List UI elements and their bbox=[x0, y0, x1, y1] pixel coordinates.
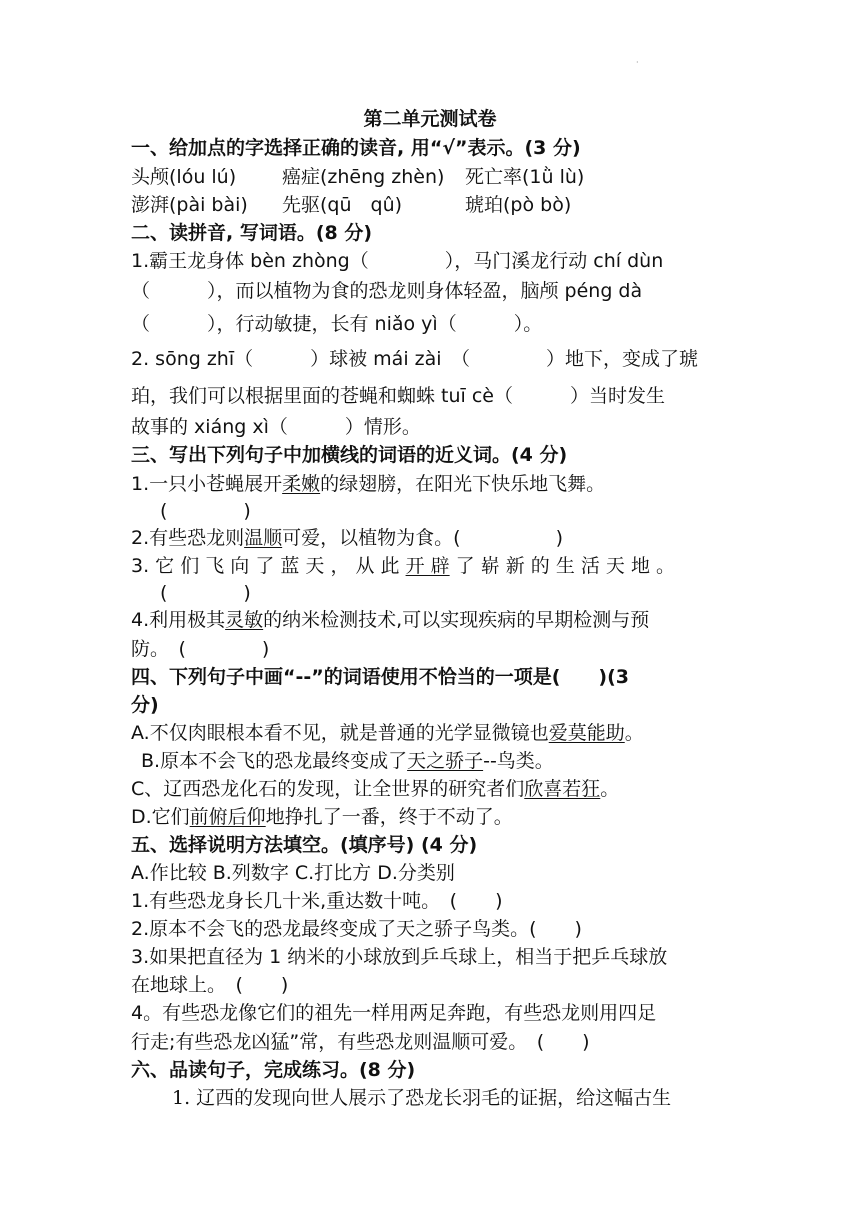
s3-q3-pre: 3. 它 们 飞 向 了 蓝 天 ， 从 此 bbox=[131, 555, 406, 577]
section5-heading: 五、选择说明方法填空。(填序号) (4 分) bbox=[131, 834, 478, 856]
s3-q4-post: 的纳米检测技术,可以实现疾病的早期检测与预 bbox=[263, 609, 650, 631]
section2-heading: 二、读拼音, 写词语。(8 分) bbox=[131, 222, 373, 244]
s4-b-underlined: 天之骄子 bbox=[407, 750, 484, 772]
s3-q3-blank: ( ) bbox=[160, 582, 251, 604]
s2-line: 1.霸王龙身体 bèn zhòng（ ），马门溪龙行动 chí dùn bbox=[131, 250, 664, 272]
s5-line: 3.如果把直径为 1 纳米的小球放到乒乓球上，相当于把乒乓球放 bbox=[131, 946, 668, 968]
s3-q1-underlined: 柔嫩 bbox=[282, 473, 321, 495]
s4-b-post: --鸟类。 bbox=[483, 750, 554, 772]
s1-row1-item: 癌症(zhēng zhèn) bbox=[282, 166, 445, 188]
s1-row2-item: 澎湃(pài bài) bbox=[131, 194, 248, 216]
s4-d-underlined: 前俯后仰 bbox=[189, 806, 266, 828]
section6-heading: 六、品读句子，完成练习。(8 分) bbox=[131, 1059, 416, 1081]
page-title: 第二单元测试卷 bbox=[363, 108, 497, 130]
s4-option-b bbox=[141, 748, 554, 774]
s4-b-pre: B.原本不会飞的恐龙最终变成了 bbox=[141, 750, 408, 772]
s3-q4-cont: 防。 ( ) bbox=[131, 638, 270, 660]
s4-d-pre: D.它们 bbox=[131, 806, 190, 828]
s4-c-pre: C、辽西恐龙化石的发现，让全世界的研究者们 bbox=[131, 778, 525, 800]
s3-q1 bbox=[131, 471, 605, 497]
s3-q1-post: 的绿翅膀，在阳光下快乐地飞舞。 bbox=[320, 473, 606, 495]
s6-line: 1. 辽西的发现向世人展示了恐龙长羽毛的证据，给这幅古生 bbox=[172, 1087, 672, 1109]
s4-option-a bbox=[131, 720, 644, 746]
s4-option-c bbox=[131, 776, 619, 802]
s5-options: A.作比较 B.列数字 C.打比方 D.分类别 bbox=[131, 862, 455, 884]
s3-q1-blank: ( ) bbox=[160, 500, 251, 522]
s3-q3 bbox=[131, 553, 675, 579]
s4-a-underlined: 爱莫能助 bbox=[548, 722, 625, 744]
s1-row2-item: 先驱(qū qû) bbox=[282, 194, 403, 216]
s3-q2 bbox=[131, 525, 563, 551]
s1-row1-item: 死亡率(1ǜ lù) bbox=[465, 166, 585, 188]
corner-mark: · bbox=[636, 58, 639, 67]
section3-heading: 三、写出下列句子中加横线的词语的近义词。(4 分) bbox=[131, 444, 568, 466]
s4-a-post: 。 bbox=[624, 722, 644, 744]
s5-line: 2.原本不会飞的恐龙最终变成了天之骄子鸟类。( ) bbox=[131, 918, 582, 940]
s3-q4-pre: 4.利用极其 bbox=[131, 609, 226, 631]
s3-q1-pre: 1.一只小苍蝇展开 bbox=[131, 473, 283, 495]
s3-q4 bbox=[131, 607, 649, 633]
section4-heading: 四、下列句子中画“--”的词语使用不恰当的一项是( )(3 bbox=[131, 666, 630, 688]
s3-q4-underlined: 灵敏 bbox=[225, 609, 264, 631]
s4-a-pre: A.不仅肉眼根本看不见，就是普通的光学显微镜也 bbox=[131, 722, 549, 744]
s4-d-post: 地挣扎了一番，终于不动了。 bbox=[265, 806, 513, 828]
s3-q2-underlined: 温顺 bbox=[244, 527, 283, 549]
s2-line: 故事的 xiáng xì（ ）情形。 bbox=[131, 416, 421, 438]
s2-line: （ ），而以植物为食的恐龙则身体轻盈，脑颅 péng dà bbox=[131, 280, 643, 302]
s3-q2-pre: 2.有些恐龙则 bbox=[131, 527, 245, 549]
s1-row1-item: 头颅(lóu lú) bbox=[131, 166, 237, 188]
section1-heading: 一、给加点的字选择正确的读音, 用“√”表示。(3 分) bbox=[131, 137, 581, 159]
s4-option-d bbox=[131, 804, 513, 830]
s2-line: 2. sōng zhī（ ）球被 mái zài （ ）地下，变成了琥 bbox=[131, 348, 699, 370]
s5-line: 4。有些恐龙像它们的祖先一样用两足奔跑，有些恐龙则用四足 bbox=[131, 1002, 657, 1024]
s4-c-post: 。 bbox=[600, 778, 620, 800]
s5-line: 行走;有些恐龙凶猛”常，有些恐龙则温顺可爱。 ( ) bbox=[131, 1031, 590, 1053]
s2-line: 珀，我们可以根据里面的苍蝇和蜘蛛 tuī cè（ ）当时发生 bbox=[131, 385, 665, 407]
s3-q2-post: 可爱，以植物为食。( ) bbox=[282, 527, 563, 549]
s5-line: 在地球上。 ( ) bbox=[131, 974, 289, 996]
s1-row2-item: 琥珀(pò bò) bbox=[465, 194, 572, 216]
s5-line: 1.有些恐龙身长几十米,重达数十吨。 ( ) bbox=[131, 890, 503, 912]
s2-line: （ ），行动敏捷，长有 niǎo yì（ ）。 bbox=[131, 313, 543, 335]
section4-heading-cont: 分) bbox=[131, 694, 159, 716]
s3-q3-underlined: 开 辟 bbox=[405, 555, 450, 577]
s4-c-underlined: 欣喜若狂 bbox=[524, 778, 601, 800]
s3-q3-post: 了 崭 新 的 生 活 天 地 。 bbox=[449, 555, 675, 577]
